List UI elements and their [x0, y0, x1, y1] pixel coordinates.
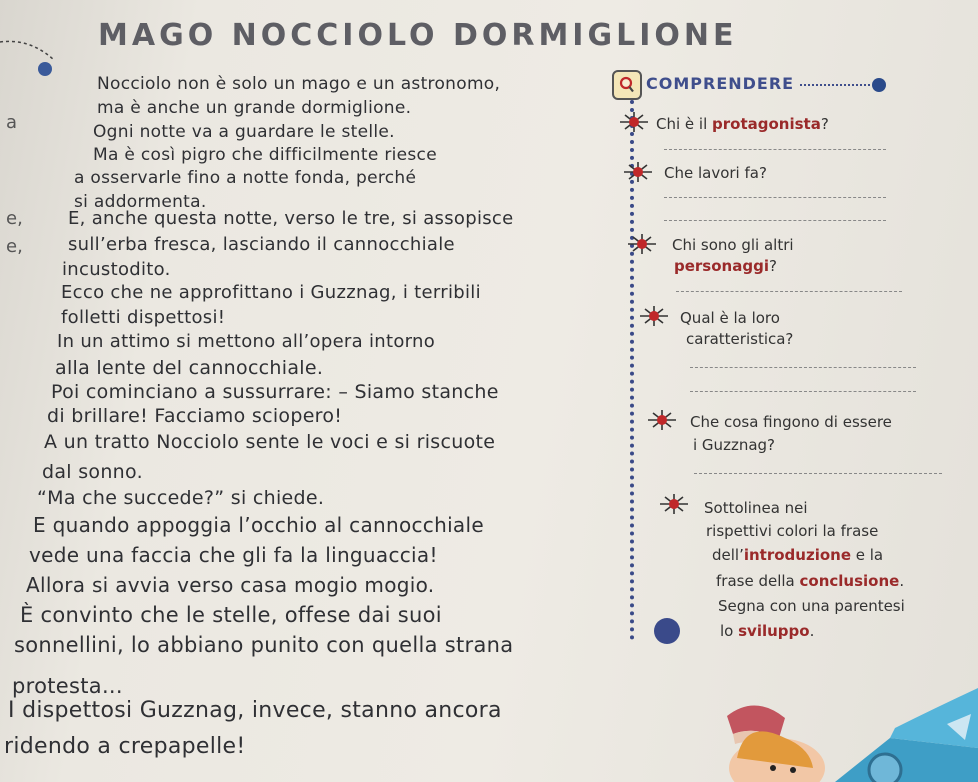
question-jobs: Che lavori fa?	[664, 164, 767, 182]
instruction-conclusion: frase della conclusione.	[716, 572, 905, 590]
instruction-development: lo sviluppo.	[720, 622, 815, 640]
story-line: In un attimo si mettono all’opera intorno	[57, 331, 436, 352]
star-icon	[640, 306, 668, 326]
story-line: si addormenta.	[74, 192, 207, 212]
question-characters-cont: personaggi?	[674, 257, 777, 275]
gnome-illustration	[715, 688, 978, 782]
question-guzznag-cont: i Guzznag?	[693, 436, 775, 454]
story-line: di brillare! Facciamo sciopero!	[47, 405, 343, 427]
story-line: Poi cominciano a sussurrare: – Siamo stanche	[51, 381, 499, 403]
star-icon	[620, 112, 648, 132]
story-line: E quando appoggia l’occhio al cannocchiale	[33, 513, 484, 537]
story-line: folletti dispettosi!	[61, 307, 226, 328]
margin-note: e,	[6, 236, 23, 257]
story-line: incustodito.	[62, 259, 171, 280]
answer-line[interactable]	[690, 390, 916, 392]
story-line: a osservarle fino a notte fonda, perché	[74, 168, 417, 188]
answer-line[interactable]	[694, 472, 942, 474]
comprendere-header	[612, 70, 892, 100]
question-guzznag: Che cosa fingono di essere	[690, 413, 892, 431]
question-trait: Qual è la loro	[680, 309, 780, 327]
story-line: alla lente del cannocchiale.	[55, 357, 324, 379]
margin-note: a	[6, 112, 18, 133]
story-line: protesta...	[12, 674, 123, 698]
comprendere-title: COMPRENDERE	[646, 74, 795, 93]
story-line: È convinto che le stelle, offese dai suoi	[20, 603, 442, 627]
star-icon	[624, 162, 652, 182]
story-line: E, anche questa notte, verso le tre, si assopisce	[68, 208, 514, 229]
story-line: Ecco che ne approfittano i Guzznag, i terribili	[61, 282, 481, 303]
story-line: A un tratto Nocciolo sente le voci e si riscuote	[44, 431, 496, 453]
answer-line[interactable]	[676, 290, 902, 292]
instruction-parenthesis: Segna con una parentesi	[718, 597, 905, 615]
story-line: Ogni notte va a guardare le stelle.	[93, 122, 395, 142]
story-line: vede una faccia che gli fa la linguaccia!	[29, 543, 438, 567]
answer-line[interactable]	[664, 219, 886, 221]
star-icon	[648, 410, 676, 430]
page-title: MAGO NOCCIOLO DORMIGLIONE	[98, 18, 738, 53]
decorative-dot	[872, 78, 886, 92]
question-trait-cont: caratteristica?	[686, 330, 794, 348]
dotted-divider	[800, 84, 870, 86]
answer-line[interactable]	[664, 148, 886, 150]
instruction-introduction: dell’introduzione e la	[712, 546, 884, 564]
star-icon	[628, 234, 656, 254]
story-line: Ma è così pigro che difficilmente riesce	[93, 145, 437, 165]
question-protagonist: Chi è il protagonista?	[656, 115, 829, 133]
margin-note: e,	[6, 208, 23, 229]
instruction-underline: Sottolinea nei	[704, 499, 808, 517]
story-line: I dispettosi Guzznag, invece, stanno ancora	[8, 698, 502, 723]
magnifier-icon	[612, 70, 642, 100]
story-line: ridendo a crepapelle!	[4, 734, 246, 759]
story-line: “Ma che succede?” si chiede.	[37, 487, 325, 509]
answer-line[interactable]	[664, 196, 886, 198]
story-line: ma è anche un grande dormiglione.	[97, 98, 412, 118]
story-line: sull’erba fresca, lasciando il cannocchiale	[68, 234, 455, 255]
star-icon	[660, 494, 688, 514]
decorative-dot	[654, 618, 680, 644]
question-characters: Chi sono gli altri	[672, 236, 794, 254]
story-line: Nocciolo non è solo un mago e un astronomo,	[97, 74, 501, 94]
story-line: Allora si avvia verso casa mogio mogio.	[26, 573, 435, 597]
story-line: dal sonno.	[42, 461, 143, 483]
instruction-underline-cont: rispettivi colori la frase	[706, 522, 879, 540]
answer-line[interactable]	[690, 366, 916, 368]
story-line: sonnellini, lo abbiano punito con quella strana	[14, 633, 514, 657]
